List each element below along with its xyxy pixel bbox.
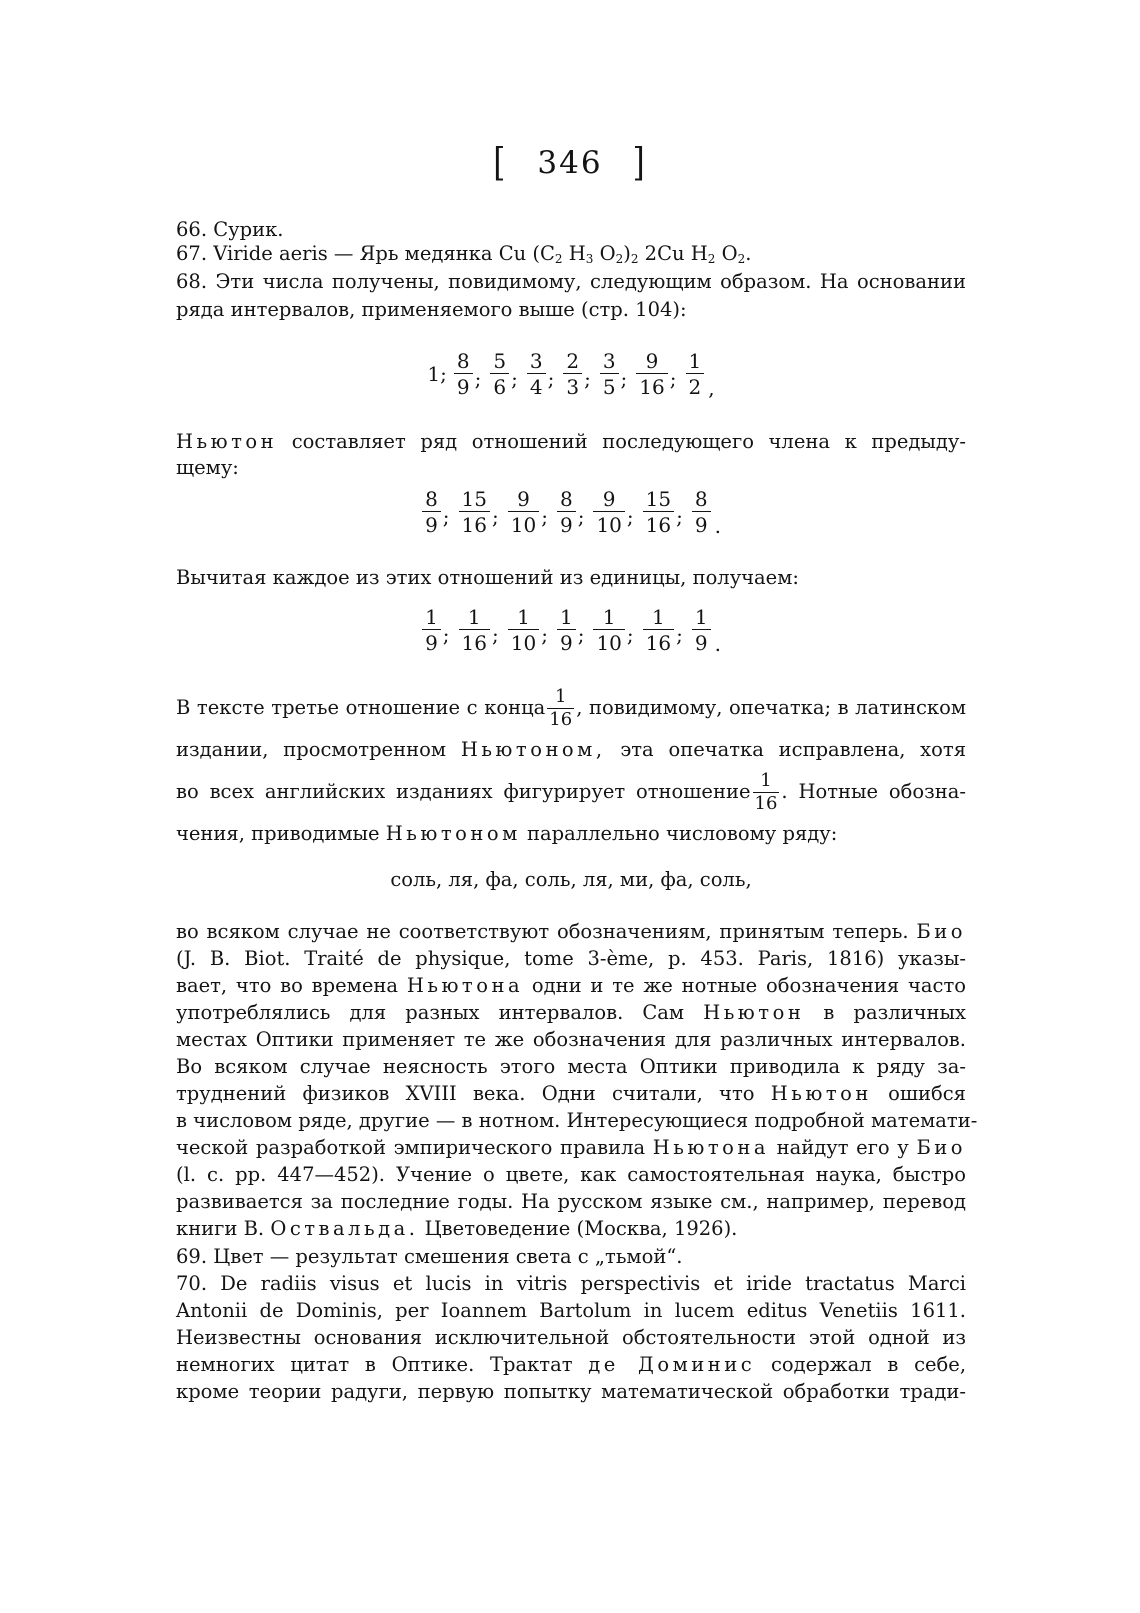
typo-para-line3: во всех английских изданиях фигурирует отношение $\frac{1}{16}$ . Нотные обозна- — [176, 770, 966, 814]
numerator: 1 — [425, 605, 438, 629]
fraction — [636, 351, 667, 397]
note-69 — [176, 1243, 966, 1271]
numerator: 9 — [517, 487, 530, 511]
main-line7: труднений физиков XVIII века. Одни считали, что Ньютон ошибся — [176, 1082, 966, 1105]
person-name: де Доминис — [588, 1353, 756, 1376]
inline-fraction: $\frac{1}{16}$ — [754, 770, 778, 814]
separator: ; — [577, 623, 585, 647]
person-name: Оствальда. — [270, 1217, 419, 1240]
main-line11: развивается за последние годы. На русском языке см., например, перевод — [176, 1190, 966, 1213]
main-line10: (l. c. pp. 447—452). Учение о цвете, как самостоятельная наука, быстро — [176, 1163, 966, 1186]
fraction — [692, 489, 711, 535]
fraction — [557, 607, 576, 653]
denominator: 9 — [454, 373, 473, 397]
separator: ; — [577, 505, 585, 529]
fraction — [593, 489, 624, 535]
separator: ; — [492, 505, 499, 529]
right-bracket: ] — [632, 140, 647, 186]
denominator: 9 — [557, 511, 576, 535]
denominator: 16 — [643, 629, 674, 653]
fraction — [600, 351, 619, 397]
typo-para-line4: чения, приводимые Ньютоном параллельно числовому ряду: — [176, 822, 838, 845]
numerator: 2 — [566, 349, 580, 373]
fraction — [422, 607, 441, 653]
note-70-line5: кроме теории радуги, первую попытку математической обработки тради- — [176, 1380, 966, 1403]
separator: ; — [676, 623, 683, 647]
inline-fraction: $\frac{1}{16}$ — [549, 686, 573, 730]
fraction — [643, 489, 674, 535]
denominator: 4 — [527, 373, 546, 397]
note-text: Цвет — результат смешения света с „тьмой“. — [213, 1245, 683, 1268]
person-name: Био — [916, 1136, 967, 1159]
denominator: 10 — [593, 629, 624, 653]
numerator: 15 — [645, 487, 672, 511]
person-name: Ньютон — [703, 1001, 805, 1024]
numerator: 8 — [425, 487, 438, 511]
fraction — [454, 351, 473, 397]
note-68 — [176, 268, 966, 296]
denominator: 16 — [636, 373, 667, 397]
person-name: Ньютона — [652, 1136, 770, 1159]
separator: ; — [669, 367, 677, 391]
separator: ; — [541, 505, 548, 529]
numerator: 3 — [529, 349, 543, 373]
numerator: 8 — [559, 487, 573, 511]
fraction — [508, 607, 539, 653]
note-68-line2: ряда интервалов, применяемого выше (стр. 104): — [176, 298, 687, 321]
subtract-line: Вычитая каждое из этих отношений из единицы, получаем: — [176, 566, 799, 589]
separator: ; — [492, 623, 499, 647]
fraction — [459, 607, 490, 653]
typo-para-line2: издании, просмотренном Ньютоном, эта опечатка исправлена, хотя — [176, 738, 967, 761]
denominator: 10 — [508, 629, 539, 653]
numerator: 1 — [688, 349, 702, 373]
main-line12: книги В. Оствальда. Цветоведение (Москва, 1926). — [176, 1217, 738, 1240]
fraction — [459, 489, 490, 535]
separator: ; — [541, 623, 548, 647]
numerator: 9 — [645, 349, 659, 373]
separator: ; — [620, 367, 628, 391]
note-text: Viride aeris — Ярь медянка — [213, 242, 493, 265]
note-70-line2: Antonii de Dominis, per Ioannem Bartolum in lucem editus Venetiis 1611. — [176, 1299, 966, 1322]
fraction — [557, 489, 576, 535]
numerator: 3 — [602, 349, 616, 373]
fraction — [686, 351, 705, 397]
numerator: 5 — [493, 349, 507, 373]
separator: ; — [442, 623, 450, 647]
note-70-line4: немногих цитат в Оптике. Трактат де Доминис содержал в себе, — [176, 1353, 967, 1376]
numerator: 1 — [467, 605, 481, 629]
denominator: 10 — [593, 511, 624, 535]
note-number: 67. — [176, 242, 208, 265]
denominator: 16 — [643, 511, 674, 535]
main-line9: ческой разработкой эмпирического правила Ньютона найдут его у Био — [176, 1136, 967, 1159]
page-number-header — [0, 140, 1140, 186]
person-name: Ньютон — [176, 430, 278, 453]
denominator: 9 — [422, 511, 441, 535]
numerator: 1 — [602, 605, 616, 629]
main-line8: в числовом ряде, другие — в нотном. Интересующиеся подробной математи- — [176, 1109, 978, 1132]
note-text: Эти числа получены, повидимому, следующим образом. На основании — [215, 270, 966, 293]
numerator: 1 — [652, 605, 665, 629]
note-text: Сурик. — [213, 218, 284, 241]
newton-ratio-line: Ньютон составляет ряд отношений последующего члена к предыду- — [176, 430, 966, 453]
separator: ; — [626, 505, 634, 529]
chemical-formula: Cu ($C_2$ $H_3$ $O_2)_2$ 2Cu $H_2$ $O_2$. — [498, 242, 752, 266]
denominator: 16 — [459, 629, 490, 653]
numerator: 15 — [461, 487, 487, 511]
note-number: 70. — [176, 1272, 208, 1295]
typo-para-line1: В тексте третье отношение с конца $\frac{1}{16}$ , повидимому, опечатка; в латинском — [176, 686, 966, 730]
page-number: 346 — [537, 145, 603, 181]
note-70-line1 — [176, 1270, 966, 1298]
denominator: 9 — [557, 629, 576, 653]
fraction — [490, 351, 509, 397]
left-bracket: [ — [493, 140, 508, 186]
denominator: 10 — [508, 511, 539, 535]
note-number: 68. — [176, 270, 208, 293]
main-line2: (J. B. Biot. Traité de physique, tome 3-ème, p. 453. Paris, 1816) указы- — [176, 947, 966, 970]
solfege-notes: соль, ля, фа, соль, ля, ми, фа, соль, — [390, 868, 752, 891]
numerator: 8 — [456, 349, 470, 373]
fraction — [643, 607, 674, 653]
main-line1: во всяком случае не соответствуют обозначениям, принятым теперь. Био — [176, 920, 966, 943]
denominator: 16 — [459, 511, 490, 535]
fraction — [593, 607, 624, 653]
separator: ; — [676, 505, 683, 529]
newton-ratio-line2: щему: — [176, 456, 239, 479]
main-line5: местах Оптики применяет те же обозначения для различных интервалов. — [176, 1028, 966, 1051]
denominator: 6 — [490, 373, 509, 397]
fraction — [692, 607, 711, 653]
separator: ; — [584, 367, 591, 391]
separator: ; — [442, 505, 450, 529]
fraction — [422, 489, 441, 535]
ratio-series: $\frac{8}{9}$ ; $\frac{15}{16}$ ; $\frac{9}{10}$ ; $\frac{8}{9}$ ; $\frac{9}{10}$ ; $\frac{15}{16}$ ; $\frac{8}{9}$ . — [176, 480, 966, 544]
fraction — [563, 351, 582, 397]
numerator: 9 — [602, 487, 616, 511]
numerator: 1 — [517, 605, 530, 629]
fraction — [527, 351, 546, 397]
numerator: 8 — [694, 487, 708, 511]
denominator: 9 — [422, 629, 441, 653]
denominator: 5 — [600, 373, 619, 397]
numerator: 1 — [694, 605, 708, 629]
separator: ; — [474, 367, 482, 391]
denominator: 2 — [686, 373, 705, 397]
numerator: 1 — [559, 605, 573, 629]
person-name: Ньютон — [770, 1082, 872, 1105]
note-number: 66. — [176, 218, 208, 241]
difference-series: $\frac{1}{9}$ ; $\frac{1}{16}$ ; $\frac{1}{10}$ ; $\frac{1}{9}$ ; $\frac{1}{10}$ ; $\frac{1}{16}$ ; $\frac{1}{9}$ . — [176, 598, 966, 662]
separator: ; — [511, 367, 518, 391]
person-name: Био — [916, 920, 966, 943]
note-70-line3: Неизвестны основания исключительной обстоятельности этой одной из — [176, 1326, 966, 1349]
separator: ; — [547, 367, 555, 391]
note-number: 69. — [176, 1245, 208, 1268]
denominator: 3 — [563, 373, 582, 397]
denominator: 9 — [692, 629, 711, 653]
person-name: Ньютоном, — [460, 738, 606, 761]
main-line3: вает, что во времена Ньютона одни и те же нотные обозначения часто — [176, 974, 967, 997]
denominator: 9 — [692, 511, 711, 535]
separator: ; — [626, 623, 634, 647]
person-name: Ньютоном — [385, 822, 521, 845]
person-name: Ньютона — [406, 974, 524, 997]
fraction — [508, 489, 539, 535]
series-lead: 1; — [427, 362, 447, 386]
note-text: De radiis visus et lucis in vitris perspectivis et iride tractatus Marci — [220, 1272, 967, 1295]
main-line6: Во всяком случае неясность этого места Оптики приводила к ряду за- — [176, 1055, 966, 1078]
main-line4: употреблялись для разных интервалов. Сам Ньютон в различных — [176, 1001, 967, 1024]
interval-series: 1; $\frac{8}{9}$ ; $\frac{5}{6}$ ; $\frac{3}{4}$ ; $\frac{2}{3}$ ; $\frac{3}{5}$ ; $\frac{9}{16}$ ; $\frac{1}{2}$ , — [427, 349, 715, 400]
